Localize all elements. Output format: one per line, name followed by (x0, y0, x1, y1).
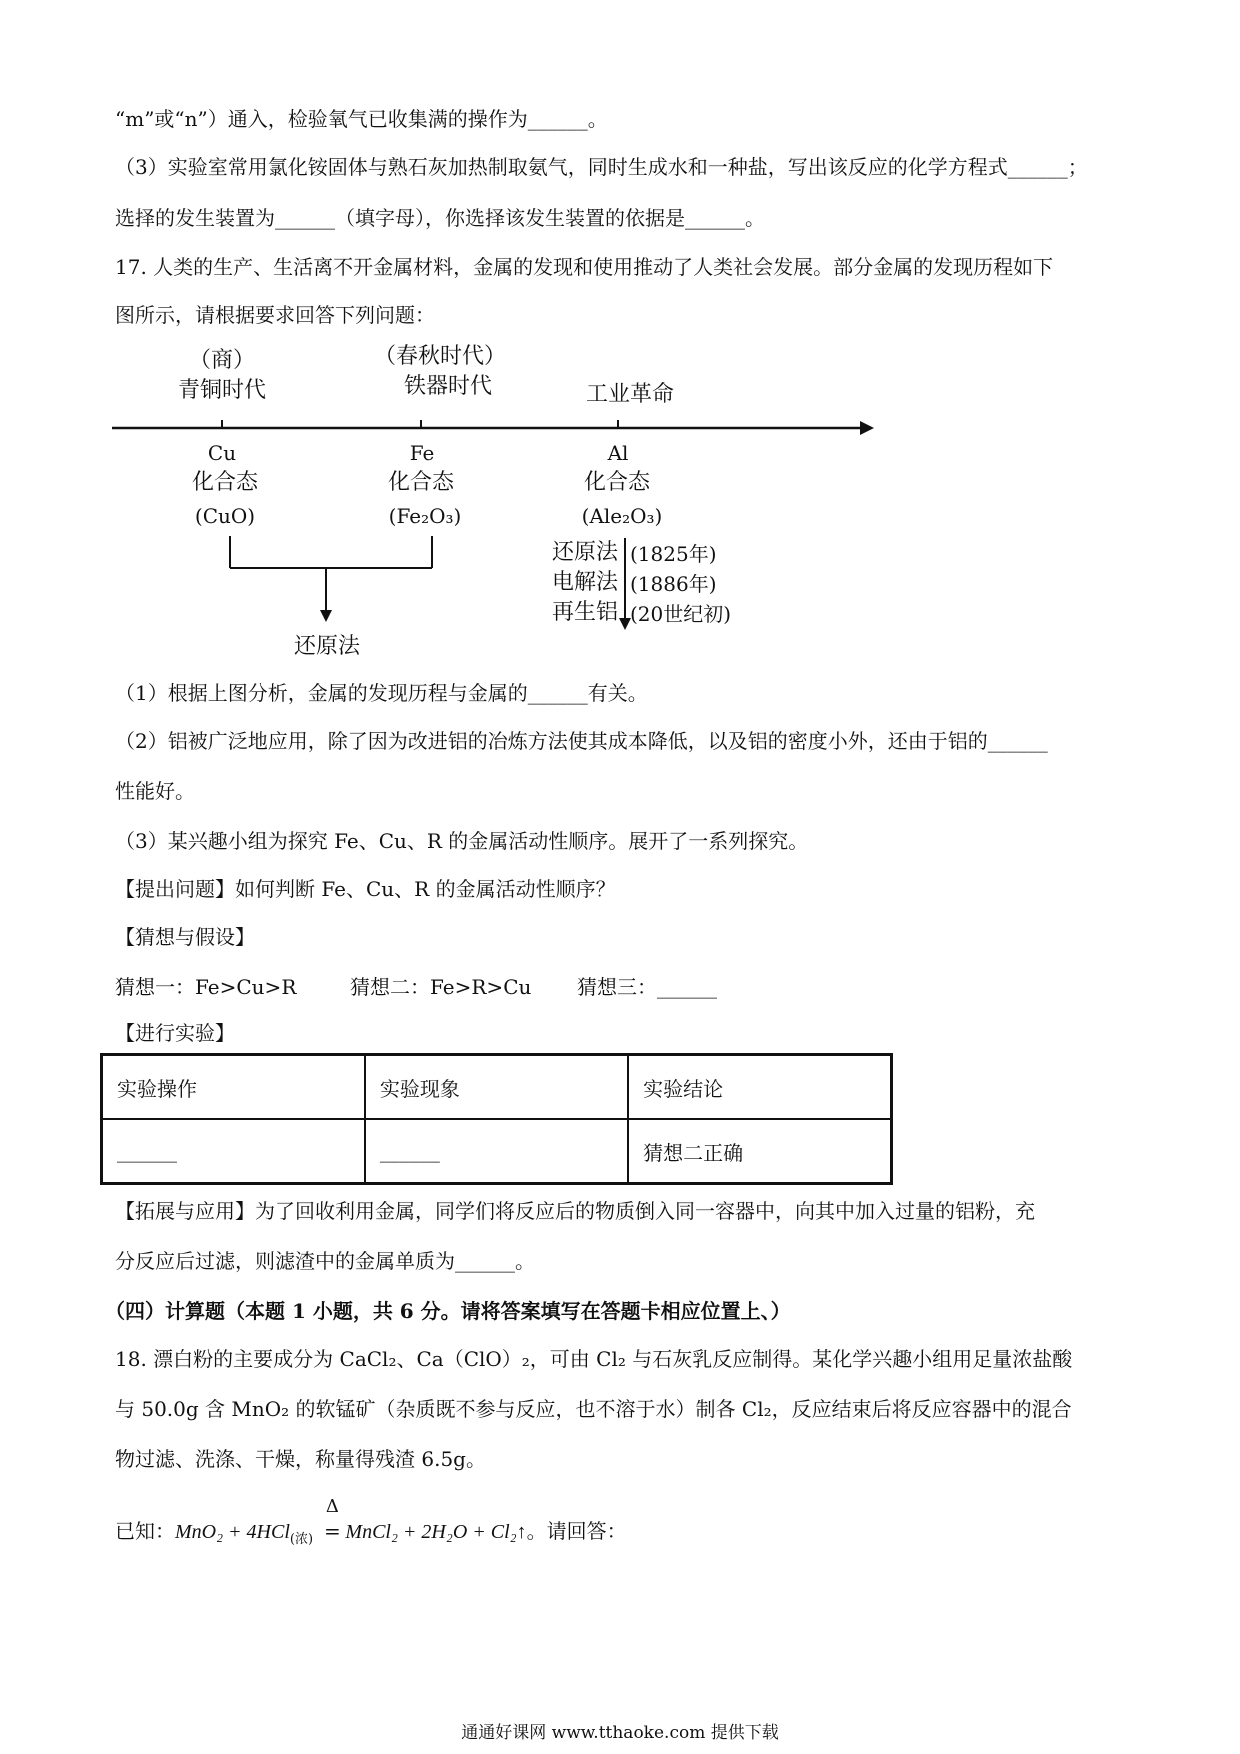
guess-3: 猜想三：______ (577, 975, 717, 999)
al-method: 还原法 (551, 540, 618, 565)
section-heading: （四）计算题（本题 1 小题，共 6 分。请将答案填写在答题卡相应位置上、） (105, 1299, 791, 1323)
experiment-table (100, 1053, 893, 1185)
table-header: 实验结论 (628, 1055, 891, 1120)
al-method: 再生铝 (551, 600, 618, 625)
metal-al: Al (607, 441, 629, 465)
table-header-row (102, 1055, 892, 1120)
sub-question-3: （3）某兴趣小组为探究 Fe、Cu、R 的金属活动性顺序。展开了一系列探究。 (115, 829, 809, 853)
al-method-year: (20世纪初) (630, 602, 732, 626)
known-equation (115, 1496, 627, 1555)
guess-2: 猜想二：Fe>R>Cu (350, 975, 532, 999)
sub-question-2: （2）铝被广泛地应用，除了因为改进铝的冶炼方法使其成本降低，以及铝的密度小外，还由于铝的______ (115, 729, 1048, 753)
guess-heading: 【猜想与假设】 (115, 925, 255, 949)
formula-al2o3: (Ale₂O₃) (581, 504, 663, 528)
sub-question-1: （1）根据上图分析，金属的发现历程与金属的______有关。 (115, 681, 648, 705)
equation-left: MnO₂ + 4HCl (175, 1521, 290, 1543)
extension-line: 【拓展与应用】为了回收利用金属，同学们将反应后的物质倒入同一容器中，向其中加入过量的铝粉，充 (115, 1199, 1035, 1223)
formula-cuo: (CuO) (194, 504, 256, 528)
table-cell: ______ (102, 1119, 365, 1184)
equation-right: MnCl₂ + 2H₂O + Cl₂↑ (345, 1521, 527, 1543)
text-line: 选择的发生装置为______（填字母），你选择该发生装置的依据是______。 (115, 206, 765, 230)
era-shang: （商） (188, 348, 255, 373)
question-18-line: 18. 漂白粉的主要成分为 CaCl₂、Ca（ClO）₂，可由 Cl₂ 与石灰乳反应制得。某化学兴趣小组用足量浓盐酸 (115, 1347, 1073, 1371)
equation-subscript: (浓) (289, 1532, 314, 1547)
era-industrial: 工业革命 (585, 382, 674, 407)
text-line: 物过滤、洗涤、干燥，称量得残渣 6.5g。 (115, 1447, 486, 1471)
al-method-year: (1825年) (630, 542, 717, 566)
guess-1: 猜想一：Fe>Cu>R (115, 975, 297, 999)
text-line: 分反应后过滤，则滤渣中的金属单质为______。 (115, 1249, 535, 1273)
delta-symbol: Δ (325, 1496, 339, 1517)
table-header: 实验操作 (102, 1055, 365, 1120)
table-header: 实验现象 (365, 1055, 628, 1120)
experiment-heading: 【进行实验】 (115, 1021, 235, 1045)
text-line: 性能好。 (115, 779, 195, 803)
table-row (102, 1119, 892, 1184)
ask-question: 【提出问题】如何判断 Fe、Cu、R 的金属活动性顺序？ (115, 877, 616, 901)
al-method-year: (1886年) (630, 572, 717, 596)
footer-credit: 通通好课网 www.tthaoke.com 提供下载 (461, 1723, 779, 1743)
question-3-line: （3）实验室常用氯化铵固体与熟石灰加热制取氨气，同时生成水和一种盐，写出该反应的化学方程式______； (115, 155, 1088, 179)
al-method: 电解法 (551, 570, 618, 595)
compound-state-cu: 化合态 (191, 470, 258, 495)
metal-fe: Fe (409, 441, 435, 465)
formula-fe2o3: (Fe₂O₃) (388, 504, 462, 528)
table-cell: ______ (365, 1119, 628, 1184)
question-17-line: 17. 人类的生产、生活离不开金属材料，金属的发现和使用推动了人类社会发展。部分金属的发现历程如下 (115, 255, 1054, 279)
text-line: 与 50.0g 含 MnO₂ 的软锰矿（杂质既不参与反应，也不溶于水）制各 Cl₂，反应结束后将反应容器中的混合 (115, 1397, 1072, 1421)
reduction-method-label: 还原法 (293, 634, 360, 659)
era-bronze: 青铜时代 (177, 378, 266, 403)
metal-cu: Cu (207, 441, 237, 465)
era-iron: 铁器时代 (403, 374, 492, 399)
table-cell: 猜想二正确 (628, 1119, 891, 1184)
compound-state-al: 化合态 (583, 470, 650, 495)
compound-state-fe: 化合态 (387, 470, 454, 495)
text-line: “m”或“n”）通入，检验氧气已收集满的操作为______。 (115, 107, 608, 131)
known-suffix: 。请回答： (526, 1519, 627, 1543)
heating-sign: Δ = (319, 1516, 345, 1546)
known-prefix: 已知： (115, 1519, 175, 1543)
text-line: 图所示，请根据要求回答下列问题： (115, 303, 435, 327)
era-chunqiu: （春秋时代） (373, 344, 506, 369)
